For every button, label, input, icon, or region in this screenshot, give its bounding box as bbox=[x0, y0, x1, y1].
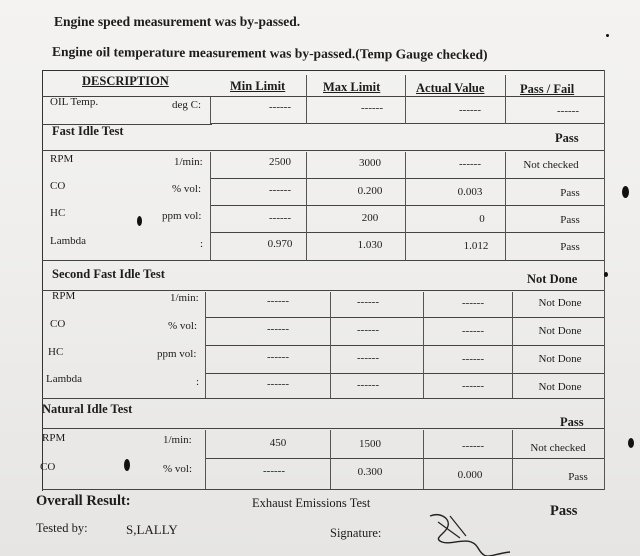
table-rule bbox=[205, 292, 206, 398]
natural-idle-rpm-unit: 1/min: bbox=[163, 434, 192, 446]
header-pass-fail: Pass / Fail bbox=[520, 82, 575, 96]
overall-result-value: Pass bbox=[550, 503, 578, 519]
table-rule bbox=[210, 178, 604, 179]
oil-temp-actual: ------ bbox=[459, 104, 481, 116]
table-rule bbox=[405, 75, 406, 124]
header-actual-value: Actual Value bbox=[416, 81, 485, 95]
second-fast-idle-hc-max: ------ bbox=[357, 352, 379, 364]
fast-idle-hc-unit: ppm vol: bbox=[162, 210, 202, 222]
table-rule bbox=[330, 292, 331, 398]
table-rule bbox=[205, 458, 604, 459]
second-fast-idle-co-unit: % vol: bbox=[168, 320, 198, 332]
second-fast-idle-co-actual: ------ bbox=[462, 325, 484, 337]
speed-bypass-note: Engine speed measurement was by-passed. bbox=[54, 14, 301, 29]
oil-temp-pass: ------ bbox=[557, 105, 579, 117]
ink-speck bbox=[606, 34, 609, 37]
fast-idle-lambda-label: Lambda bbox=[50, 235, 87, 247]
fast-idle-lambda-pass: Pass bbox=[560, 241, 580, 253]
table-rule bbox=[205, 430, 206, 489]
table-rule bbox=[42, 489, 604, 490]
natural-idle-co-unit: % vol: bbox=[163, 463, 193, 475]
fast-idle-co-actual: 0.003 bbox=[457, 186, 483, 198]
ink-speck bbox=[604, 272, 608, 277]
header-min-limit: Min Limit bbox=[230, 79, 286, 93]
fast-idle-co-max: 0.200 bbox=[357, 185, 383, 197]
natural-idle-co-max: 0.300 bbox=[357, 466, 383, 478]
natural-idle-rpm-actual: ------ bbox=[462, 440, 484, 452]
ink-speck bbox=[622, 186, 629, 198]
ink-speck bbox=[124, 459, 130, 471]
table-rule bbox=[42, 96, 604, 97]
natural-idle-rpm-label: RPM bbox=[42, 432, 66, 444]
fast-idle-co-unit: % vol: bbox=[172, 183, 202, 195]
handwritten-signature bbox=[420, 508, 530, 556]
fast-idle-rpm-min: 2500 bbox=[269, 156, 291, 168]
second-fast-idle-co-min: ------ bbox=[267, 323, 289, 335]
overall-result-label: Overall Result: bbox=[36, 493, 131, 509]
table-rule bbox=[42, 398, 604, 399]
second-fast-idle-lambda-unit: : bbox=[196, 376, 200, 388]
oil-temp-label: OIL Temp. bbox=[50, 96, 99, 108]
fast-idle-lambda-max: 1.030 bbox=[357, 239, 383, 251]
table-rule bbox=[210, 232, 604, 233]
second-fast-idle-hc-actual: ------ bbox=[462, 353, 484, 365]
second-fast-idle-lambda-min: ------ bbox=[267, 378, 289, 390]
natural-idle-co-label: CO bbox=[40, 461, 56, 473]
fast-idle-hc-min: ------ bbox=[269, 212, 291, 224]
second-fast-idle-lambda-actual: ------ bbox=[462, 380, 484, 392]
fast-idle-hc-pass: Pass bbox=[560, 214, 580, 226]
second-fast-idle-lambda-pass: Not Done bbox=[538, 381, 582, 393]
table-rule bbox=[210, 97, 211, 124]
table-rule bbox=[205, 317, 604, 318]
oil-temp-max: ------ bbox=[361, 102, 383, 114]
fast-idle-lambda-actual: 1.012 bbox=[463, 240, 489, 252]
second-fast-idle-rpm-min: ------ bbox=[267, 295, 289, 307]
second-fast-idle-hc-label: HC bbox=[48, 346, 64, 358]
fast-idle-hc-actual: 0 bbox=[479, 213, 485, 225]
oil-temp-unit: deg C: bbox=[172, 99, 202, 111]
fast-idle-rpm-pass: Not checked bbox=[523, 159, 579, 171]
second-fast-idle-co-max: ------ bbox=[357, 324, 379, 336]
fast-idle-result: Pass bbox=[555, 131, 579, 145]
natural-idle-rpm-max: 1500 bbox=[359, 438, 381, 450]
ink-speck bbox=[137, 216, 142, 226]
fast-idle-title: Fast Idle Test bbox=[52, 124, 124, 138]
oil-temp-min: ------ bbox=[269, 101, 291, 113]
fast-idle-rpm-actual: ------ bbox=[459, 158, 481, 170]
table-rule bbox=[423, 430, 424, 489]
fast-idle-hc-label: HC bbox=[50, 207, 66, 219]
tested-by-label: Tested by: bbox=[36, 521, 88, 535]
fast-idle-rpm-max: 3000 bbox=[359, 157, 381, 169]
ink-speck bbox=[628, 438, 634, 448]
fast-idle-lambda-min: 0.970 bbox=[267, 238, 293, 250]
natural-idle-co-min: ------ bbox=[263, 465, 285, 477]
second-fast-idle-lambda-max: ------ bbox=[357, 379, 379, 391]
second-fast-idle-rpm-max: ------ bbox=[357, 296, 379, 308]
header-description: DESCRIPTION bbox=[82, 74, 169, 88]
natural-idle-rpm-pass: Not checked bbox=[530, 442, 586, 454]
second-fast-idle-rpm-unit: 1/min: bbox=[170, 292, 199, 304]
second-fast-idle-co-pass: Not Done bbox=[538, 325, 582, 337]
table-rule bbox=[210, 123, 604, 124]
natural-idle-co-pass: Pass bbox=[568, 471, 588, 483]
signature-label: Signature: bbox=[330, 526, 382, 540]
fast-idle-rpm-unit: 1/min: bbox=[174, 156, 203, 168]
second-fast-idle-hc-unit: ppm vol: bbox=[157, 348, 197, 360]
header-max-limit: Max Limit bbox=[323, 80, 381, 94]
table-rule bbox=[42, 428, 604, 429]
fast-idle-lambda-unit: : bbox=[200, 238, 204, 250]
second-fast-idle-result: Not Done bbox=[527, 272, 578, 286]
fast-idle-co-label: CO bbox=[50, 180, 66, 192]
table-rule bbox=[505, 75, 506, 124]
second-fast-idle-title: Second Fast Idle Test bbox=[52, 267, 165, 281]
table-rule bbox=[42, 150, 604, 151]
fast-idle-rpm-label: RPM bbox=[50, 153, 74, 165]
table-rule bbox=[210, 205, 604, 206]
second-fast-idle-hc-min: ------ bbox=[267, 351, 289, 363]
natural-idle-rpm-min: 450 bbox=[269, 437, 287, 449]
table-rule bbox=[604, 70, 605, 490]
overall-test-name: Exhaust Emissions Test bbox=[252, 496, 371, 510]
second-fast-idle-rpm-label: RPM bbox=[52, 290, 76, 302]
table-rule bbox=[42, 290, 604, 291]
tester-name: S,LALLY bbox=[126, 522, 178, 537]
fast-idle-co-pass: Pass bbox=[560, 187, 580, 199]
table-rule bbox=[306, 75, 307, 124]
table-rule bbox=[512, 430, 513, 489]
second-fast-idle-co-label: CO bbox=[50, 318, 66, 330]
second-fast-idle-rpm-actual: ------ bbox=[462, 297, 484, 309]
natural-idle-co-actual: 0.000 bbox=[457, 469, 483, 481]
second-fast-idle-rpm-pass: Not Done bbox=[538, 297, 582, 309]
table-rule bbox=[205, 373, 604, 374]
table-rule bbox=[205, 345, 604, 346]
oil-bypass-note: Engine oil temperature measurement was by-passed.(Temp Gauge checked) bbox=[51, 44, 488, 63]
table-rule bbox=[512, 292, 513, 398]
natural-idle-title: Natural Idle Test bbox=[42, 402, 133, 416]
fast-idle-co-min: ------ bbox=[269, 184, 291, 196]
table-rule bbox=[405, 152, 406, 260]
table-rule bbox=[423, 292, 424, 398]
table-rule bbox=[330, 430, 331, 489]
natural-idle-result: Pass bbox=[560, 415, 584, 429]
fast-idle-hc-max: 200 bbox=[361, 212, 379, 224]
second-fast-idle-hc-pass: Not Done bbox=[538, 353, 582, 365]
second-fast-idle-lambda-label: Lambda bbox=[46, 373, 83, 385]
table-rule bbox=[42, 260, 604, 261]
table-rule bbox=[210, 152, 211, 260]
